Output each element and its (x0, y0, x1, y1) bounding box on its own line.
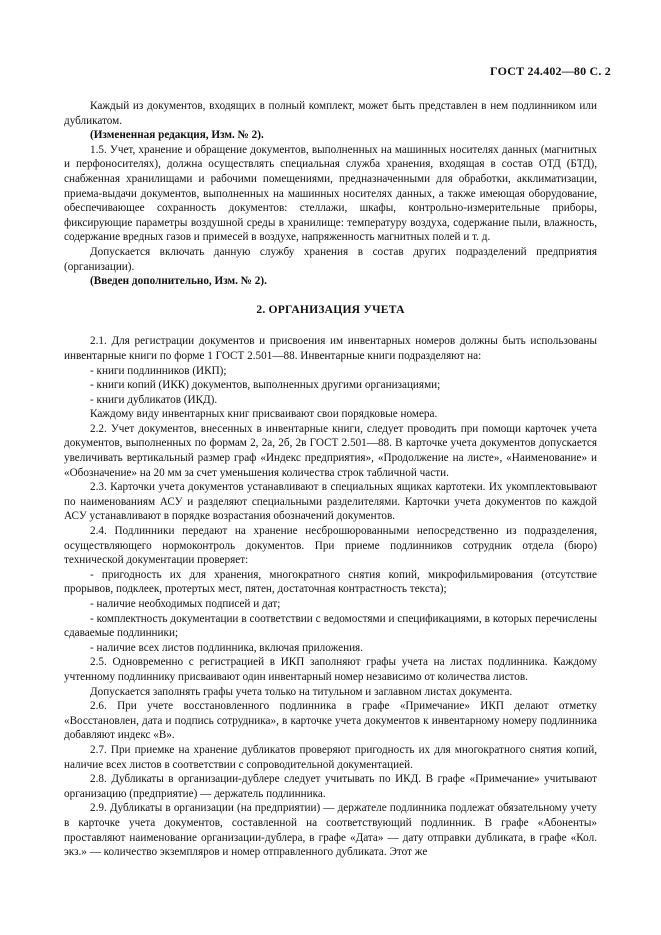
paragraph-storage-service: Допускается включать данную службу хранения в состав других подразделений предприятия (организации). (64, 245, 597, 273)
paragraph-2-1: 2.1. Для регистрации документов и присвоения им инвентарных номеров должны быть использованы инвентарные книги по форме 1 ГОСТ 2.501—88. Инвентарные книги подразделяют на: (64, 335, 597, 362)
paragraph-1-5: 1.5. Учет, хранение и обращение документов, выполненных на машинных носителях данных (магнитных и перфоносителях), должна осуществлять специальная служба хранения, входящая в состав ОТД (БТД), снабженная хранилищами и рабочими помещениями, предназначенными для обработки, акклиматизации, приема-выдачи документов, выполненных на машинных носителях данных, а также имеющая оборудование, обеспечивающее сохранность документов: стеллажи, шкафы, контрольно-измерительные приборы, фиксирующие параметры воздушной среды в хранилище: температуру воздуха, содержание пыли, влажность, содержание вредных газов и примесей в воздухе, напряженность магнитных полей и т. д. (64, 143, 597, 244)
added-note: (Введен дополнительно, Изм. № 2). (90, 275, 267, 288)
paragraph-2-6: 2.6. При учете восстановленного подлинника в графе «Примечание» ИКП делают отметку «Восстановлен, дата и подпись сотрудника», в карточке учета документов к инвентарному номеру подлинника добавляют индекс «В». (64, 700, 597, 742)
section-heading: 2. ОРГАНИЗАЦИЯ УЧЕТА (256, 302, 405, 316)
list-item-check: - наличие всех листов подлинника, включая приложения. (90, 641, 363, 654)
paragraph-2-4: 2.4. Подлинники передают на хранение несброшюрованными непосредственно из подразделения, осуществляющего нормоконтроль документов. При приеме подлинников сотрудник отдела (бюро) технической документации проверяет: (64, 525, 597, 567)
paragraph-fill-title: Допускается заполнять графы учета только на титульном и заглавном листах документа. (90, 685, 513, 698)
list-item-check: - комплектность документации в соответствии с ведомостями и спецификациями, в которых перечислены сдаваемые подлинники; (64, 612, 597, 640)
paragraph-2-7: 2.7. При приемке на хранение дубликатов проверяют пригодность их для многократного снятия копий, наличие всех листов в соответствии с сопроводительной документацией. (64, 743, 597, 771)
paragraph-book-numbers: Каждому виду инвентарных книг присваивают свои порядковые номера. (90, 408, 438, 421)
page-header-doc-id: ГОСТ 24.402—80 С. 2 (490, 64, 611, 78)
paragraph-2-5: 2.5. Одновременно с регистрацией в ИКП заполняют графы учета на листах подлинника. Каждому учтенному подлиннику присваивают один инвентарный номер независимо от количества листов. (64, 656, 597, 683)
list-item-check: - пригодность их для хранения, многократного снятия копий, микрофильмирования (отсутствие прорывов, подклеек, протертых мест, пятен, достаточная контрастность текста); (64, 568, 597, 596)
paragraph-2-8: 2.8. Дубликаты в организации-дублере следует учитывать по ИКД. В графе «Примечание» учитывают организацию (предприятие) — держатель подлинника. (64, 773, 597, 800)
paragraph-2-3: 2.3. Карточки учета документов устанавливают в специальных ящиках картотеки. Их укомплектовывают по наименованиям АСУ и разделяют специальными разделителями. Карточки учета документов по каждой АСУ устанавливают в порядке возрастания обозначений документов. (64, 481, 597, 523)
paragraph-2-2: 2.2. Учет документов, внесенных в инвентарные книги, следует проводить при помощи карточек учета документов, выполненных по формам 2, 2а, 2б, 2в ГОСТ 2.501—88. В карточке учета документов допускается увеличивать вертикальный размер граф «Индекс предприятия», «Продолжение на листе», «Наименование» и «Обозначение» на 20 мм за счет уменьшения количества строк табличной части. (64, 422, 597, 479)
document-body (64, 99, 597, 860)
list-item-check: - наличие необходимых подписей и дат; (90, 598, 281, 610)
list-item-book: - книги дубликатов (ИКД). (90, 393, 218, 406)
revision-note: (Измененная редакция, Изм. № 2). (90, 129, 264, 142)
list-item-book: - книги подлинников (ИКП); (90, 364, 227, 377)
paragraph-full-set: Каждый из документов, входящих в полный комплект, может быть представлен в нем подлинником или дубликатом. (64, 100, 597, 127)
list-item-book: - книги копий (ИКК) документов, выполненных другими организациями; (90, 379, 441, 392)
paragraph-2-9: 2.9. Дубликаты в организации (на предприятии) — держателе подлинника подлежат обязательному учету в карточке учета документов, составленной на соответствующий подлинник. В графе «Абоненты» проставляют наименование организации-дублера, в графе «Дата» — дату отправки дубликата, в графе «Кол. экз.» — количество экземпляров и номер отправленного дубликата. Этот же (64, 802, 597, 859)
